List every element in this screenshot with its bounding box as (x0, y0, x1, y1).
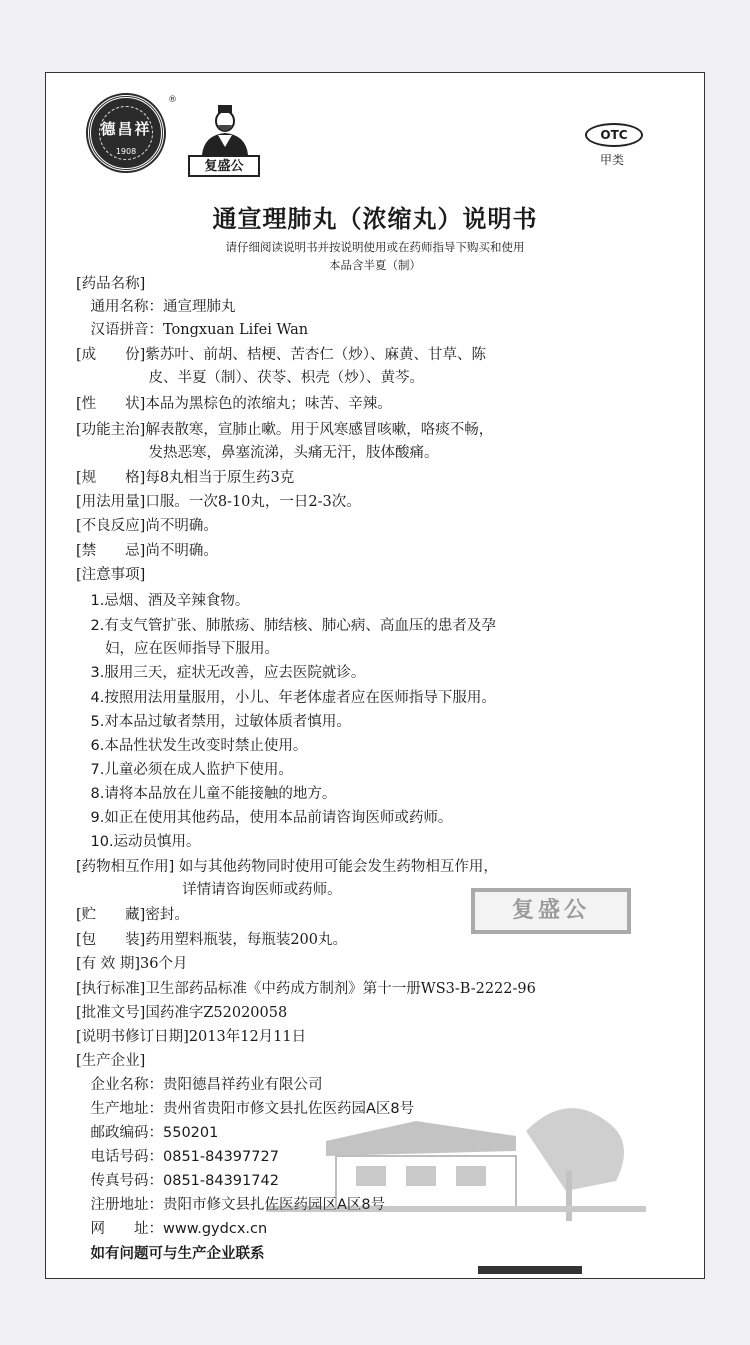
production-address: 生产地址：贵州省贵阳市修文县扎佐医药园A区8号 (76, 1101, 415, 1117)
precaution-item: 9.如正在使用其他药品，使用本品前请咨询医师或药师。 (76, 810, 453, 826)
registered-mark: ® (168, 95, 177, 105)
otc-badge: OTC (585, 123, 643, 147)
instruction-sheet (45, 72, 705, 1279)
drug-interactions-line-1: [药物相互作用] 如与其他药物同时使用可能会发生药物相互作用， (76, 859, 498, 875)
phone-number: 电话号码：0851-84397727 (76, 1149, 279, 1165)
indications-line-2: 发热恶寒，鼻塞流涕，头痛无汗，肢体酸痛。 (76, 445, 439, 461)
registered-address: 注册地址：贵阳市修文县扎佐医药园区A区8号 (76, 1197, 386, 1213)
precaution-item: 3.服用三天，症状无改善，应去医院就诊。 (76, 665, 366, 681)
packaging: [包 装]药用塑料瓶装，每瓶装200丸。 (76, 932, 347, 948)
ingredients-line-2: 皮、半夏（制）、茯苓、枳壳（炒）、黄芩。 (76, 370, 424, 386)
precaution-item: 7.儿童必须在成人监护下使用。 (76, 762, 293, 778)
ingredients-line-1: [成 份]紫苏叶、前胡、桔梗、苦杏仁（炒）、麻黄、甘草、陈 (76, 347, 487, 363)
brand-plaque: 复盛公 (188, 155, 260, 177)
standard: [执行标准]卫生部药品标准《中药成方制剂》第十一册WS3-B-2222-96 (76, 981, 536, 997)
brand-seal-logo (88, 95, 164, 171)
dosage: [用法用量]口服。一次8-10丸，一日2-3次。 (76, 494, 361, 510)
storage: [贮 藏]密封。 (76, 907, 189, 923)
section-precautions: [注意事项] (76, 567, 146, 583)
precaution-item: 8.请将本品放在儿童不能接触的地方。 (76, 786, 337, 802)
bottom-edge-bar (478, 1266, 582, 1274)
figure-logo (188, 103, 262, 183)
precaution-item: 6.本品性状发生改变时禁止使用。 (76, 738, 308, 754)
brand-watermark: 复盛公 (471, 888, 631, 934)
section-drug-name: [药品名称] (76, 276, 146, 292)
pinyin-name: 汉语拼音：Tongxuan Lifei Wan (76, 322, 309, 338)
precaution-item: 2.有支气管扩张、肺脓疡、肺结核、肺心病、高血压的患者及孕 (76, 618, 496, 634)
approval-number: [批准文号]国药准字Z52020058 (76, 1005, 288, 1021)
fax-number: 传真号码：0851-84391742 (76, 1173, 279, 1189)
precaution-item: 1.忌烟、酒及辛辣食物。 (76, 593, 250, 609)
scholar-figure-icon (188, 103, 262, 155)
contains-note: 本品含半夏（制） (329, 258, 421, 272)
factory-scene-watermark (266, 1081, 646, 1231)
document-title: 通宣理肺丸（浓缩丸）说明书 (212, 205, 538, 233)
specification: [规 格]每8丸相当于原生药3克 (76, 470, 295, 486)
precaution-item: 10.运动员慎用。 (76, 834, 201, 850)
contact-note: 如有问题可与生产企业联系 (76, 1246, 265, 1262)
contraindications: [禁 忌]尚不明确。 (76, 543, 218, 559)
postal-code: 邮政编码：550201 (76, 1125, 219, 1141)
drug-interactions-line-2: 详情请咨询医师或药师。 (76, 882, 342, 898)
reading-notice: 请仔细阅读说明书并按说明使用或在药师指导下购买和使用 (225, 240, 525, 254)
generic-name: 通用名称：通宣理肺丸 (76, 299, 236, 315)
precaution-item-cont: 妇，应在医师指导下服用。 (76, 641, 279, 657)
website: 网 址：www.gydcx.cn (76, 1221, 268, 1237)
seal-year: 1908 (115, 147, 137, 156)
indications-line-1: [功能主治]解表散寒，宣肺止嗽。用于风寒感冒咳嗽，咯痰不畅， (76, 422, 494, 438)
adverse-reactions: [不良反应]尚不明确。 (76, 518, 218, 534)
shelf-life: [有 效 期]36个月 (76, 956, 188, 972)
precaution-item: 4.按照用法用量服用，小儿、年老体虚者应在医师指导下服用。 (76, 690, 496, 706)
appearance: [性 状]本品为黑棕色的浓缩丸；味苦、辛辣。 (76, 396, 392, 412)
otc-class: 甲类 (600, 153, 625, 167)
precaution-item: 5.对本品过敏者禁用，过敏体质者慎用。 (76, 714, 351, 730)
revision-date: [说明书修订日期]2013年12月11日 (76, 1029, 307, 1045)
seal-text: 德昌祥 (100, 120, 152, 138)
section-manufacturer: [生产企业] (76, 1053, 146, 1069)
company-name: 企业名称：贵阳德昌祥药业有限公司 (76, 1077, 323, 1093)
